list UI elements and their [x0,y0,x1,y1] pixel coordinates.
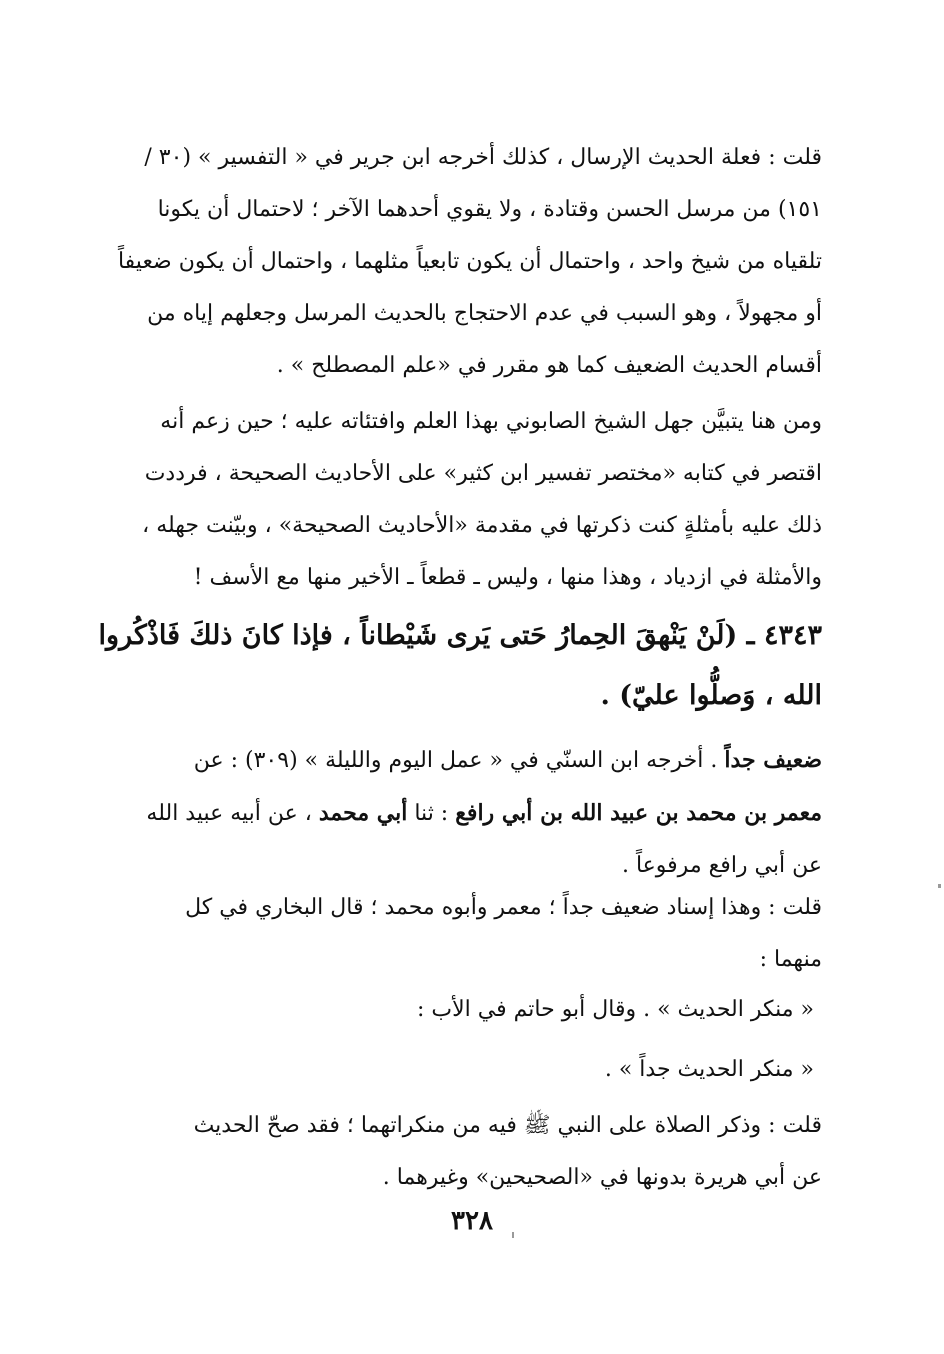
text-line: عن أبي رافع مرفوعاً . [621,853,822,878]
text-line: ١٥١) من مرسل الحسن وقتادة ، ولا يقوي أحدهما الآخر ؛ لاحتمال أن يكونا [157,197,822,222]
text-line: أقسام الحديث الضعيف كما هو مقرر في «علم المصطلح » . [276,353,822,378]
text-line: اقتصر في كتابه «مختصر تفسير ابن كثير» على الأحاديث الصحيحة ، فرددت [144,461,822,486]
grading-label: ضعيف جداً [724,747,822,773]
hadith-heading [100,606,822,726]
text-line: قلت : وهذا إسناد ضعيف جداً ؛ معمر وأبوه محمد ؛ قال البخاري في كل [185,895,822,920]
quote-line-1: « منكر الحديث » . وقال أبو حاتم في الأب : [417,997,814,1022]
paragraph-commentary-2 [100,396,822,604]
page-number: ٣٢٨ [451,1206,493,1236]
narration-text: : ثنا [407,801,456,826]
text-line: قلت : فعلة الحديث الإرسال ، كذلك أخرجه ابن جرير في « التفسير » (٣٠ / [144,145,822,170]
hadith-line: الله ، وَصلُّوا عليّ) . [600,680,822,711]
hadith-line: ٤٣٤٣ ـ (لَنْ يَنْهقَ الحِمارُ حَتى يَرى شَيْطاناً ، فإذا كانَ ذلكَ فَاذْكُروا [98,620,822,651]
narrator-name: معمر بن محمد بن عبيد الله بن أبي رافع [455,800,822,826]
paragraph-grading [100,734,822,892]
text-line: قلت : وذكر الصلاة على النبي ﷺ فيه من منكراتهما ؛ فقد صحّ الحديث [193,1113,822,1138]
paragraph-commentary-1 [100,132,822,392]
text-line [100,787,822,840]
scan-artifact [512,1232,514,1238]
narrator-name: أبي محمد [318,800,408,826]
paragraph-commentary-4 [100,1100,822,1204]
scan-artifact [938,884,941,888]
text-line [100,734,822,787]
text-line: ومن هنا يتبيَّن جهل الشيخ الصابوني بهذا العلم وافتئاته عليه ؛ حين زعم أنه [160,409,822,434]
text-line: أو مجهولاً ، وهو السبب في عدم الاحتجاج بالحديث المرسل وجعلهم إياه من [147,301,822,326]
text-line: تلقياه من شيخ واحد ، واحتمال أن يكون تابعياً مثلهما ، واحتمال أن يكون ضعيفاً [117,249,822,274]
narration-text: ، عن أبيه عبيد الله [146,801,319,826]
text-line: عن أبي هريرة بدونها في «الصحيحين» وغيرهما . [382,1165,822,1190]
text-line: منهما : [759,947,822,972]
quote-line-2: « منكر الحديث جداً » . [604,1057,814,1082]
text-line: ذلك عليه بأمثلةٍ كنت ذكرتها في مقدمة «الأحاديث الصحيحة» ، وبيّنت جهله ، [142,513,822,538]
paragraph-commentary-3 [100,882,822,986]
text-line: والأمثلة في ازدياد ، وهذا منها ، وليس ـ قطعاً ـ الأخير منها مع الأسف ! [193,565,822,590]
grading-text: . أخرجه ابن السنّي في « عمل اليوم والليلة » (٣٠٩) : عن [193,748,725,773]
